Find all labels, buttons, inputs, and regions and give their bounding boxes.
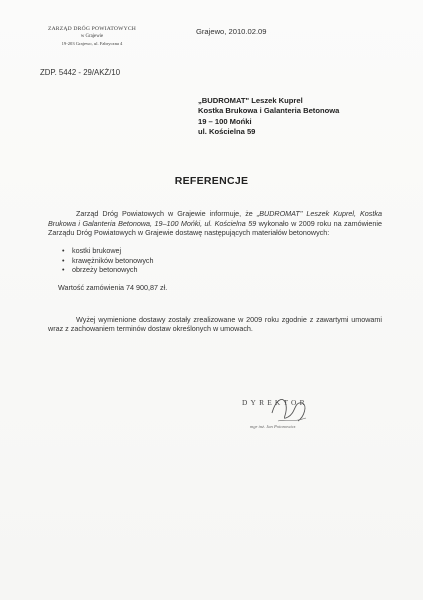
list-item: • obrzeży betonowych xyxy=(62,265,138,275)
addressee-street: ul. Kościelna 59 xyxy=(198,127,256,137)
addressee-company: „BUDROMAT" Leszek Kuprel xyxy=(198,96,303,105)
addressee-block xyxy=(198,96,339,138)
list-item: • krawężników betonowych xyxy=(62,255,154,265)
document-title: REFERENCJE xyxy=(174,175,249,187)
org-name: ZARZĄD DRÓG POWIATOWYCH xyxy=(47,26,137,32)
list-item: • kostki brukowej xyxy=(62,245,122,255)
letterhead-stamp xyxy=(40,26,144,46)
reference-number: ZDP. 5442 - 29/AKŻ/10 xyxy=(40,68,121,77)
materials-list xyxy=(48,246,382,275)
date-line: Grajewo, 2010.02.09 xyxy=(196,27,267,36)
company-reference: „BUDROMAT" Leszek Kuprel, Kostka Brukowa i Galanteria Betonowa, 19–100 Mońki, ul. Kościelna 59 xyxy=(48,209,382,228)
signature-title: DYREKTOR xyxy=(242,398,308,407)
bullet-icon: • xyxy=(62,265,65,275)
org-address: 19-203 Grajewo, ul. Fabryczna 4 xyxy=(61,41,123,46)
closing-paragraph: Wyżej wymienione dostawy zostały zrealizowane w 2009 roku zgodnie z zawartymi umowami wraz z zachowaniem terminów dostaw określonych w umowach. xyxy=(48,314,382,334)
bullet-icon: • xyxy=(62,255,65,265)
bullet-icon: • xyxy=(62,245,65,255)
intro-text-end: wykonało w 2009 roku na zamówienie Zarządu Dróg Powiatowych w Grajewie dostawę następujących materiałów betonowych: xyxy=(48,218,382,238)
intro-paragraph xyxy=(48,209,382,238)
org-city: w Grajewie xyxy=(80,34,104,39)
intro-text-start: Zarząd Dróg Powiatowych w Grajewie informuje, że xyxy=(76,209,257,218)
letter-body xyxy=(48,209,382,334)
order-value: Wartość zamówienia 74 900,87 zł. xyxy=(58,283,168,293)
addressee-business: Kostka Brukowa i Galanteria Betonowa xyxy=(198,106,340,116)
addressee-postal-city: 19 – 100 Mońki xyxy=(198,116,252,126)
signature-name: mgr inż. Jan Potonowicz xyxy=(250,424,296,429)
